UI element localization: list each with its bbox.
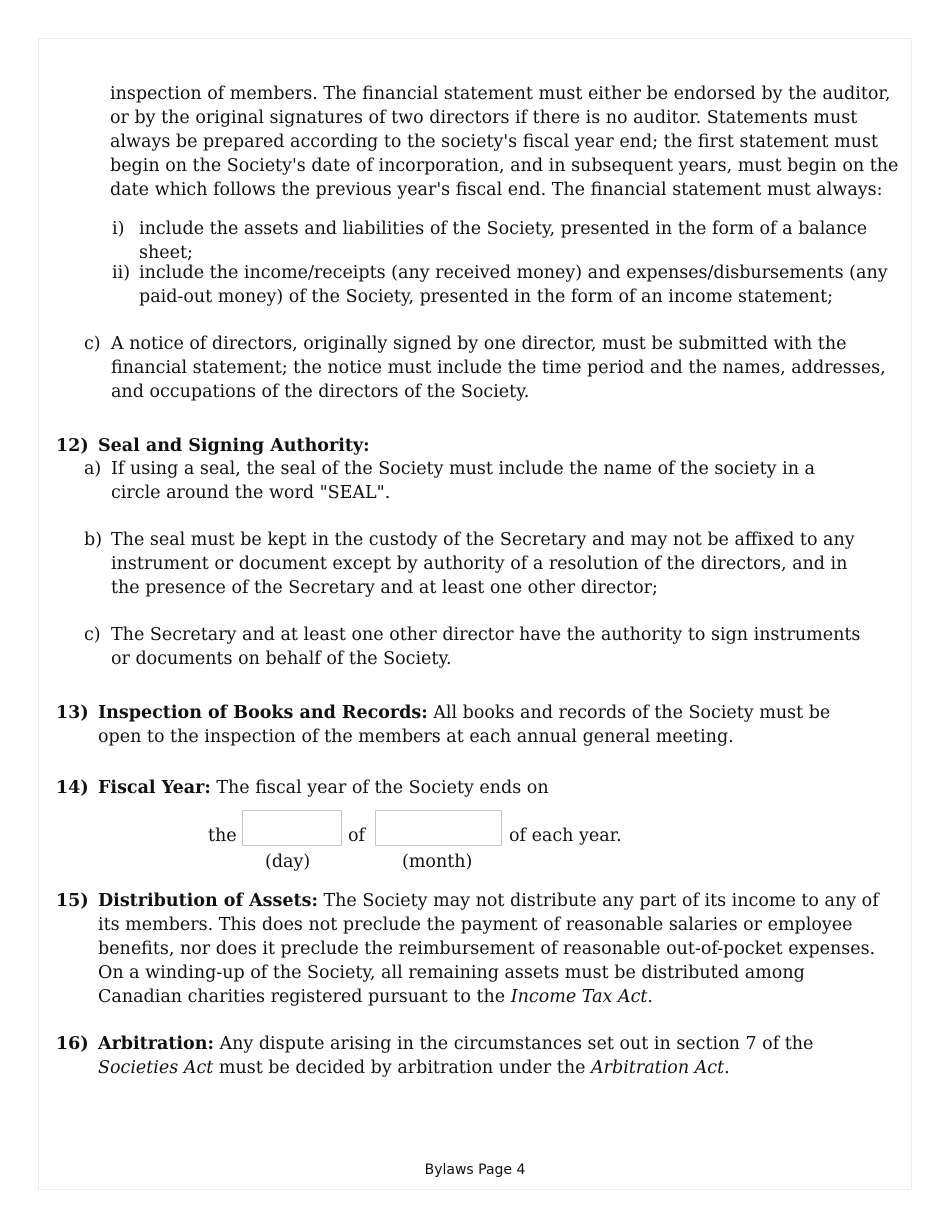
section-heading: Distribution of Assets:	[98, 891, 318, 911]
day-caption: (day)	[265, 852, 311, 872]
fiscal-day-input[interactable]	[242, 810, 342, 846]
section-number: 15)	[56, 891, 89, 911]
section-text: The Society may not distribute any part of its income to any of its members. This does not preclude the payment of reasonable salaries or employee benefits, nor does it preclude the reimbursement of reasonable out-of-pocket expenses. On a winding-up of the Society, all remaining assets must be distributed among Canadian charities registered pursuant to the	[98, 891, 879, 1007]
section-text: All books and records of the Society must be open to the inspection of the members at each annual general meeting.	[98, 703, 831, 747]
page	[38, 38, 912, 1190]
list-marker: a)	[84, 459, 102, 479]
list-item: The seal must be kept in the custody of the Secretary and may not be affixed to any instrument or document except by authority of a resolution of the directors, and in the presence of the Secretary and at least one other director;	[111, 530, 855, 598]
section-13-paragraph	[98, 701, 873, 749]
section-14-paragraph	[98, 776, 798, 800]
section-tail: .	[647, 987, 653, 1007]
section-number: 16)	[56, 1034, 89, 1054]
section-heading: Seal and Signing Authority:	[98, 436, 370, 456]
section-16-paragraph	[98, 1032, 873, 1080]
fiscal-month-input[interactable]	[375, 810, 502, 846]
intro-paragraph: inspection of members. The financial statement must either be endorsed by the auditor, or by the original signatures of two directors if there is no auditor. Statements must always be prepared according to the society's fiscal year end; the first statement must begin on the Society's date of incorporation, and in subsequent years, must begin on the date which follows the previous year's fiscal end. The financial statement must always:	[110, 84, 899, 200]
word-of-each-year: of each year.	[509, 826, 622, 846]
list-item: The Secretary and at least one other director have the authority to sign instruments or documents on behalf of the Society.	[111, 625, 861, 669]
list-marker: c)	[84, 334, 101, 354]
section-tail: .	[724, 1058, 730, 1078]
word-the: the	[208, 826, 237, 846]
section-text: Any dispute arising in the circumstances set out in section 7 of the	[213, 1034, 814, 1054]
list-item: If using a seal, the seal of the Society must include the name of the society in a circle around the word "SEAL".	[111, 459, 815, 503]
section-number: 12)	[56, 436, 89, 456]
list-item: A notice of directors, originally signed by one director, must be submitted with the financial statement; the notice must include the time period and the names, addresses, and occupations of the directors of the Society.	[111, 334, 886, 402]
section-text: The fiscal year of the Society ends on	[210, 778, 549, 798]
list-marker: c)	[84, 625, 101, 645]
section-number: 13)	[56, 703, 89, 723]
section-heading: Fiscal Year:	[98, 778, 211, 798]
section-heading: Arbitration:	[98, 1034, 214, 1054]
list-item: include the income/receipts (any received money) and expenses/disbursements (any paid-out money) of the Society, presented in the form of an income statement;	[139, 263, 888, 307]
section-15-paragraph	[98, 889, 883, 1009]
word-of: of	[348, 826, 366, 846]
list-marker: ii)	[112, 263, 131, 283]
act-name: Arbitration Act	[591, 1058, 725, 1078]
section-heading: Inspection of Books and Records:	[98, 703, 428, 723]
act-name: Income Tax Act	[510, 987, 648, 1007]
list-marker: i)	[112, 219, 125, 239]
section-text: must be decided by arbitration under the	[213, 1058, 592, 1078]
list-item: include the assets and liabilities of the Society, presented in the form of a balance sheet;	[139, 219, 868, 263]
list-marker: b)	[84, 530, 103, 550]
act-name: Societies Act	[98, 1058, 214, 1078]
month-caption: (month)	[402, 852, 473, 872]
section-number: 14)	[56, 778, 89, 798]
page-footer: Bylaws Page 4	[424, 1162, 526, 1178]
